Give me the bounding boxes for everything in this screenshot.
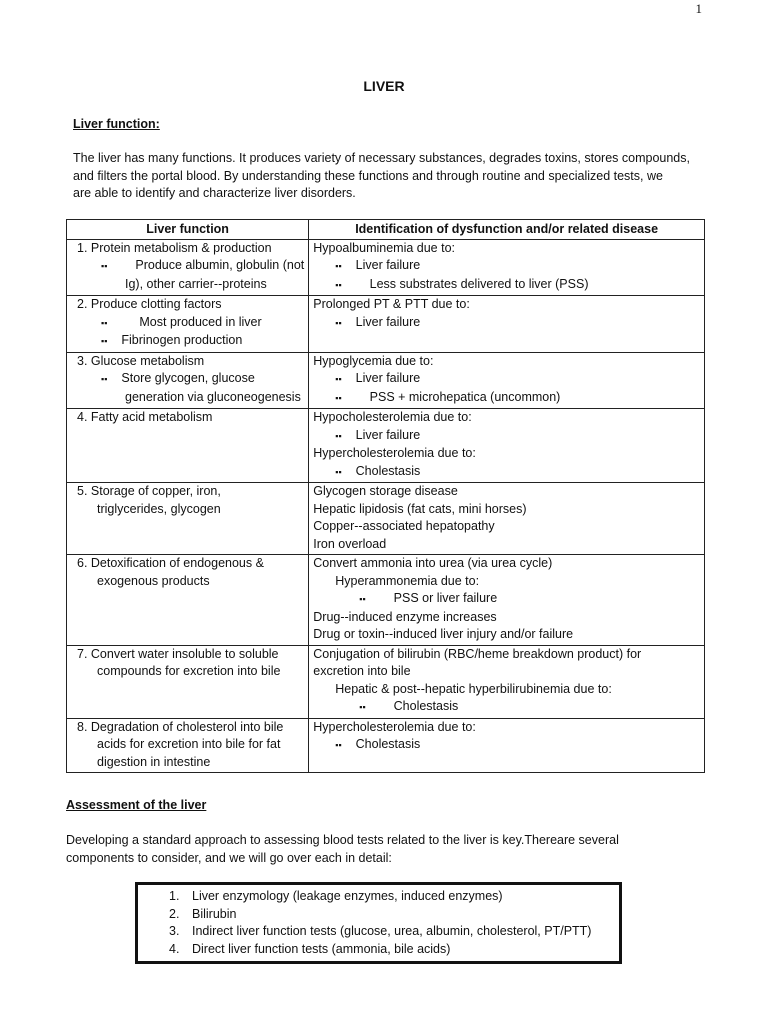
column-header-dysfunction: Identification of dysfunction and/or related disease — [309, 220, 705, 240]
cell-text: Hepatic & post--hepatic hyperbilirubinemia due to: — [335, 681, 612, 696]
cell-liver-function — [67, 483, 309, 555]
table-row — [67, 555, 705, 646]
cell-line — [71, 240, 304, 258]
cell-line — [71, 573, 304, 591]
cell-dysfunction — [309, 352, 705, 409]
cell-dysfunction — [309, 555, 705, 646]
list-item-text: Bilirubin — [192, 906, 237, 921]
cell-text: Hypoalbuminemia due to: — [313, 240, 455, 255]
list-item-number: 1. — [169, 889, 180, 903]
cell-line — [313, 626, 700, 644]
cell-text: Liver failure — [355, 371, 421, 385]
cell-line — [313, 536, 700, 554]
cell-line — [313, 663, 700, 681]
cell-line — [313, 353, 700, 371]
cell-text: 7. Convert water insoluble to soluble — [77, 646, 279, 661]
cell-text: exogenous products — [97, 573, 210, 588]
cell-line — [313, 257, 700, 276]
list-item-number: 2. — [169, 906, 180, 921]
cell-dysfunction — [309, 239, 705, 296]
cell-text: compounds for excretion into bile — [97, 664, 281, 678]
cell-line — [71, 296, 304, 314]
bullet-icon: ▪▪ — [359, 702, 366, 712]
cell-line — [313, 609, 700, 627]
page-title: LIVER — [363, 78, 405, 94]
cell-liver-function — [67, 409, 309, 483]
cell-line — [313, 555, 700, 573]
cell-text: Hepatic lipidosis (fat cats, mini horses) — [313, 501, 527, 516]
cell-text: Most produced in liver — [139, 314, 262, 329]
assessment-paragraph — [66, 832, 706, 867]
cell-line — [71, 257, 304, 276]
cell-dysfunction — [309, 645, 705, 718]
cell-line — [71, 663, 304, 681]
intro-line: The liver has many functions. It produces variety of necessary substances, degrades toxins, stores compounds, — [73, 151, 690, 165]
assessment-line: Developing a standard approach to assessing blood tests related to the liver is key.Thereare several — [66, 833, 619, 847]
assessment-line: components to consider, and we will go over each in detail: — [66, 850, 392, 865]
cell-text: Hyperammonemia due to: — [335, 573, 480, 588]
cell-text: PSS or liver failure — [393, 591, 498, 605]
cell-text: Hypercholesterolemia due to: — [313, 446, 476, 460]
intro-line: and filters the portal blood. By understanding these functions and through routine and specialized tests, we — [73, 168, 663, 183]
cell-text: 4. Fatty acid metabolism — [77, 410, 213, 424]
cell-text: Glycogen storage disease — [313, 484, 458, 498]
cell-text: 2. Produce clotting factors — [77, 297, 222, 311]
cell-text: Cholestasis — [355, 737, 421, 751]
cell-text: Convert ammonia into urea (via urea cycle) — [313, 556, 553, 570]
liver-function-heading: Liver function: — [73, 117, 160, 131]
cell-line — [71, 353, 304, 371]
cell-line — [313, 501, 700, 519]
cell-liver-function — [67, 555, 309, 646]
cell-text: Drug or toxin--induced liver injury and/or failure — [313, 627, 574, 641]
cell-line — [313, 483, 700, 501]
list-item — [138, 941, 619, 959]
cell-text: 1. Protein metabolism & production — [77, 240, 272, 255]
cell-text: Hypoglycemia due to: — [313, 353, 434, 368]
cell-line — [313, 409, 700, 427]
cell-line — [71, 389, 304, 407]
cell-text: 6. Detoxification of endogenous & — [77, 556, 264, 570]
cell-dysfunction — [309, 296, 705, 353]
cell-line — [313, 389, 700, 408]
table-row — [67, 352, 705, 409]
cell-text: generation via gluconeogenesis — [125, 389, 301, 404]
table-row — [67, 483, 705, 555]
cell-text: Prolonged PT & PTT due to: — [313, 297, 470, 311]
cell-dysfunction — [309, 483, 705, 555]
table-row — [67, 239, 705, 296]
cell-line — [313, 719, 700, 737]
cell-text: Liver failure — [355, 258, 421, 272]
cell-line — [71, 736, 304, 754]
cell-line — [71, 501, 304, 519]
bullet-icon: ▪▪ — [101, 261, 108, 271]
cell-line — [313, 698, 700, 717]
bullet-icon: ▪▪ — [335, 374, 342, 384]
cell-text: Conjugation of bilirubin (RBC/heme breakdown product) for — [313, 646, 642, 661]
bullet-icon: ▪▪ — [101, 317, 108, 328]
cell-line — [71, 646, 304, 664]
cell-text: Fibrinogen production — [121, 333, 243, 347]
cell-line — [71, 555, 304, 573]
cell-line — [313, 276, 700, 295]
table-header-row — [67, 220, 705, 240]
cell-text: excretion into bile — [313, 664, 411, 678]
cell-text: digestion in intestine — [97, 754, 211, 769]
cell-line — [313, 445, 700, 463]
cell-text: Liver failure — [355, 427, 421, 442]
cell-text: Store glycogen, glucose — [121, 371, 255, 385]
cell-text: Liver failure — [355, 314, 421, 329]
intro-paragraph — [73, 150, 713, 203]
list-item — [138, 923, 619, 941]
cell-text: Copper--associated hepatopathy — [313, 519, 495, 533]
cell-line — [71, 483, 304, 501]
bullet-icon: ▪▪ — [101, 336, 108, 346]
components-box — [135, 882, 622, 964]
cell-text: Cholestasis — [393, 699, 459, 713]
list-item — [138, 906, 619, 924]
cell-text: acids for excretion into bile for fat — [97, 737, 281, 751]
cell-line — [71, 332, 304, 351]
cell-line — [313, 370, 700, 389]
cell-line — [313, 518, 700, 536]
cell-line — [313, 314, 700, 333]
cell-liver-function — [67, 352, 309, 409]
table-row — [67, 718, 705, 773]
cell-text: PSS + microhepatica (uncommon) — [369, 389, 561, 404]
list-item-number: 3. — [169, 924, 180, 938]
bullet-icon: ▪▪ — [101, 374, 108, 384]
cell-liver-function — [67, 645, 309, 718]
bullet-icon: ▪▪ — [335, 279, 342, 290]
cell-line — [71, 370, 304, 389]
bullet-icon: ▪▪ — [335, 430, 342, 441]
cell-text: Less substrates delivered to liver (PSS) — [369, 276, 589, 291]
list-item-text: Indirect liver function tests (glucose, urea, albumin, cholesterol, PT/PTT) — [192, 924, 592, 938]
cell-text: Drug--induced enzyme increases — [313, 609, 497, 624]
cell-liver-function — [67, 296, 309, 353]
bullet-icon: ▪▪ — [335, 740, 342, 750]
list-item — [138, 888, 619, 906]
cell-dysfunction — [309, 409, 705, 483]
cell-line — [313, 240, 700, 258]
bullet-icon: ▪▪ — [359, 594, 366, 604]
cell-text: 3. Glucose metabolism — [77, 353, 205, 368]
cell-line — [313, 736, 700, 755]
cell-text: 8. Degradation of cholesterol into bile — [77, 719, 284, 734]
cell-line — [313, 296, 700, 314]
cell-line — [313, 463, 700, 482]
table-row — [67, 296, 705, 353]
cell-text: Iron overload — [313, 536, 387, 551]
bullet-icon: ▪▪ — [335, 317, 342, 328]
cell-line — [71, 719, 304, 737]
list-item-text: Liver enzymology (leakage enzymes, induced enzymes) — [192, 889, 503, 903]
bullet-icon: ▪▪ — [335, 466, 342, 477]
list-item-text: Direct liver function tests (ammonia, bile acids) — [192, 941, 451, 956]
cell-line — [313, 590, 700, 609]
cell-line — [313, 681, 700, 699]
cell-text: 5. Storage of copper, iron, — [77, 484, 221, 498]
cell-text: Hypocholesterolemia due to: — [313, 410, 472, 424]
cell-text: Ig), other carrier--proteins — [125, 276, 267, 291]
cell-text: triglycerides, glycogen — [97, 501, 221, 516]
liver-function-table — [66, 219, 705, 773]
intro-line: are able to identify and characterize liver disorders. — [73, 186, 356, 200]
components-list — [138, 888, 619, 958]
page-number: 1 — [695, 1, 702, 16]
cell-line — [71, 276, 304, 294]
cell-liver-function — [67, 239, 309, 296]
assessment-heading: Assessment of the liver — [66, 798, 207, 812]
cell-liver-function — [67, 718, 309, 773]
bullet-icon: ▪▪ — [335, 392, 342, 403]
cell-line — [313, 573, 700, 591]
bullet-icon: ▪▪ — [335, 261, 342, 271]
cell-dysfunction — [309, 718, 705, 773]
cell-line — [71, 754, 304, 772]
cell-line — [71, 409, 304, 427]
cell-text: Cholestasis — [355, 463, 421, 478]
cell-text: Produce albumin, globulin (not — [135, 258, 305, 272]
cell-line — [313, 427, 700, 446]
cell-line — [71, 314, 304, 333]
cell-line — [313, 646, 700, 664]
list-item-number: 4. — [169, 941, 180, 956]
table-body — [67, 239, 705, 773]
cell-text: Hypercholesterolemia due to: — [313, 719, 476, 734]
table-row — [67, 409, 705, 483]
table-row — [67, 645, 705, 718]
column-header-liver-function: Liver function — [67, 220, 309, 240]
